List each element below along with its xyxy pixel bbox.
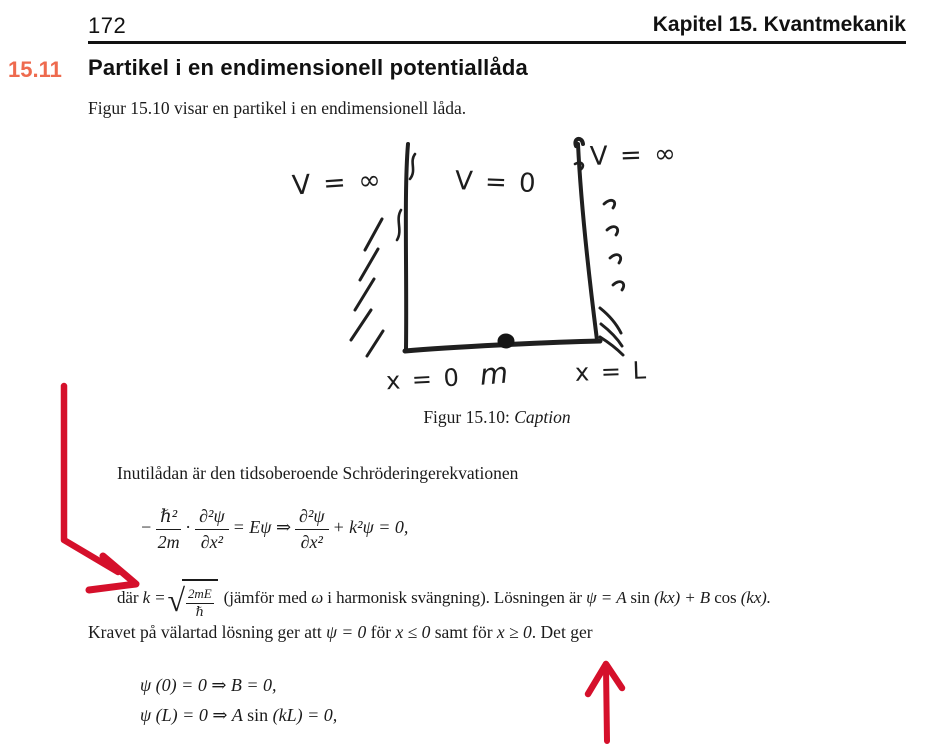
solution-psi-2: (kx) + B: [649, 588, 715, 607]
sin-operator-2: sin: [247, 705, 269, 725]
x-geq-0: x ≥ 0: [496, 622, 532, 642]
schrodinger-intro: Inutilådan är den tidsoberoende Schröderingerekvationen: [117, 463, 519, 483]
left-hatch-3: [355, 279, 374, 310]
solution-psi-3: (kx).: [736, 588, 771, 607]
minus-sign: −: [140, 517, 153, 538]
left-hatch-5: [367, 331, 383, 356]
psi-derivative-fraction-2: $\frac{\text{∂²ψ}}{\text{∂x²}}$: [295, 505, 328, 553]
label-x-equals-0: x = 0: [385, 363, 462, 396]
section-title: Partikel i en endimensionell potentiallåda: [88, 55, 528, 80]
sqrt-fraction: 2mE ℏ: [188, 586, 212, 619]
k-equals: k =: [142, 588, 166, 607]
particle-dot: [498, 334, 515, 349]
k-definition-line: [117, 579, 771, 619]
dar-word: där: [117, 588, 143, 607]
left-wall-squiggle-2: [397, 210, 401, 240]
left-hatch-2: [360, 249, 378, 280]
label-v-zero: V = 0: [454, 166, 539, 200]
harmonisk-text: i harmonisk svängning). Lösningen är: [323, 588, 587, 607]
equals-implies: = Eψ ⇒: [232, 517, 292, 538]
sin-operator: sin: [630, 588, 650, 607]
page-number: 172: [88, 13, 127, 38]
left-wall-squiggle-1: [410, 154, 415, 179]
figure-sketch: [270, 122, 700, 402]
intro-text: Figur 15.10 visar en partikel i en endimensionell låda.: [88, 98, 467, 118]
label-v-infinity-left: V = ∞: [291, 164, 384, 202]
corner-hatch-1: [600, 308, 621, 333]
jamfor-text: (jämför med: [219, 588, 312, 607]
psi-equals-0: ψ = 0: [326, 622, 367, 642]
right-hatch-3: [610, 255, 621, 263]
right-hatch-2: [607, 227, 618, 235]
omega-symbol: ω: [311, 588, 324, 607]
left-wall-line: [406, 144, 408, 349]
solution-psi-1: ψ = A: [586, 588, 631, 607]
section-number: 15.11: [8, 57, 62, 82]
boundary-equation-1: ψ (0) = 0 ⇒ B = 0,: [140, 675, 277, 695]
main-equation: [140, 505, 408, 553]
cdot-operator: ·: [185, 517, 192, 538]
hbar-fraction: $\frac{\text{ℏ²}}{2m}$: [157, 506, 180, 552]
equation-tail: + k²ψ = 0,: [332, 517, 409, 538]
corner-hatch-3: [600, 337, 623, 355]
caption-label: Caption: [514, 407, 571, 427]
header-rule: [88, 41, 906, 44]
red-up-arrow-shaft: [606, 668, 607, 741]
x-leq-0: x ≤ 0: [395, 622, 431, 642]
left-hatch-1: [365, 219, 382, 250]
left-hatch-4: [351, 310, 371, 340]
label-mass-m: m: [478, 355, 512, 392]
figure-caption: [88, 406, 906, 430]
red-up-arrow-head: [588, 664, 622, 694]
right-hatch-1: [604, 200, 615, 208]
boundary-condition-line: Kravet på välartad lösning ger att ψ = 0 för x ≤ 0 samt för x ≥ 0. Det ger: [88, 622, 593, 642]
label-v-infinity-right: V = ∞: [589, 138, 679, 173]
cos-operator: cos: [714, 588, 737, 607]
right-hatch-4: [613, 282, 624, 290]
boundary-equation-2: ψ (L) = 0 ⇒ A sin (kL) = 0,: [140, 705, 338, 725]
square-root: √ 2mE ℏ: [168, 579, 218, 619]
label-x-equals-L: x = L: [574, 356, 649, 387]
chapter-header: Kapitel 15. Kvantmekanik: [652, 13, 906, 36]
caption-prefix: Figur 15.10:: [423, 407, 515, 427]
psi-derivative-fraction-1: $\frac{\text{∂²ψ}}{\text{∂x²}}$: [195, 505, 228, 553]
